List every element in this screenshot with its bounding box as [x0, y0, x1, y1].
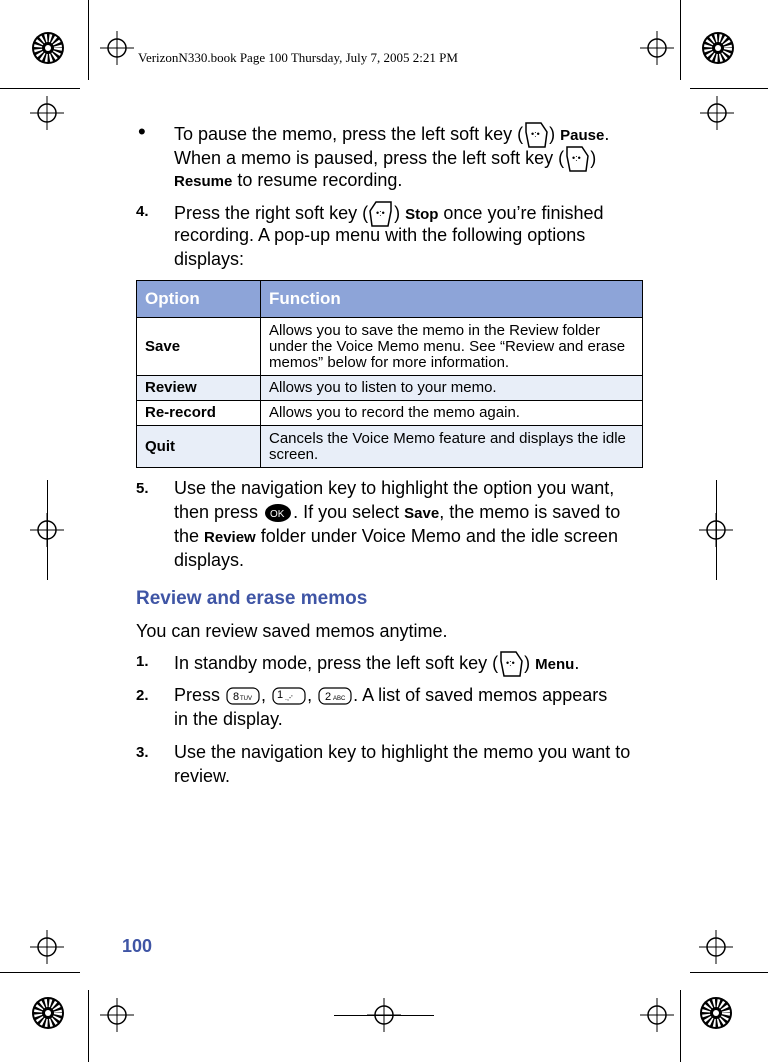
- ok-key-icon: [263, 502, 293, 524]
- function-cell: Allows you to save the memo in the Review folder under the Voice Memo menu. See “Review and erase memos” below for more information.: [261, 318, 643, 376]
- review-step3-line2: review.: [174, 766, 231, 786]
- function-cell: Allows you to listen to your memo.: [261, 376, 643, 401]
- svg-text:•:•: •:•: [572, 153, 581, 163]
- option-cell: Review: [137, 376, 261, 401]
- key-8-digit: 8: [233, 691, 240, 704]
- review-step2-line2: in the display.: [174, 709, 283, 729]
- bullet-pause-line3: Resume to resume recording.: [174, 170, 403, 190]
- option-cell: Quit: [137, 426, 261, 468]
- ok-key-label: OK: [270, 509, 285, 521]
- review-step2-line1: Press 8 TUV , 1 .,-' , 2 ABC . A list of saved memos appears: [174, 683, 607, 707]
- section-heading: Review and erase memos: [136, 588, 368, 609]
- function-cell: Cancels the Voice Memo feature and displays the idle screen.: [261, 426, 643, 468]
- step-number: 5.: [136, 480, 149, 497]
- left-soft-key-icon: [564, 144, 590, 174]
- option-cell: Save: [137, 318, 261, 376]
- key-2-letters: ABC: [333, 696, 346, 703]
- left-soft-key-icon: [498, 649, 524, 679]
- registration-mark-icon: [640, 31, 674, 65]
- bullet-pause-line2: When a memo is paused, press the left soft key ( •:• ): [174, 144, 596, 174]
- registration-mark-icon: [699, 930, 733, 964]
- option-cell: Re-record: [137, 401, 261, 426]
- bullet-pause-line1: To pause the memo, press the left soft key ( •:• ) Pause.: [174, 120, 609, 150]
- registration-mark-icon: [699, 513, 733, 547]
- table-header-row: [137, 281, 643, 318]
- registration-mark-icon: [367, 998, 401, 1032]
- review-step3-line1: Use the navigation key to highlight the memo you want to: [174, 742, 631, 762]
- key-2-digit: 2: [325, 691, 332, 704]
- step4-line2: recording. A pop-up menu with the following options: [174, 225, 586, 245]
- key-2-icon: [317, 685, 353, 707]
- key-8-letters: TUV: [240, 696, 253, 703]
- step-number: 2.: [136, 687, 149, 704]
- column-header-function: Function: [261, 281, 643, 318]
- bullet-marker: •: [138, 119, 146, 144]
- svg-text:•:•: •:•: [531, 129, 540, 139]
- options-table: [136, 280, 643, 468]
- key-1-icon: [271, 685, 307, 707]
- table-row: [137, 318, 643, 376]
- section-intro: You can review saved memos anytime.: [136, 621, 448, 641]
- step-number: 4.: [136, 203, 149, 220]
- step-number: 1.: [136, 653, 149, 670]
- page-number: 100: [122, 936, 153, 956]
- svg-text:•:•: •:•: [506, 658, 515, 668]
- color-target-icon: [698, 995, 734, 1031]
- registration-mark-icon: [100, 998, 134, 1032]
- registration-mark-icon: [100, 31, 134, 65]
- key-1-letters: .,-': [285, 695, 293, 703]
- key-1-digit: 1: [277, 689, 284, 702]
- step4-line1: Press the right soft key ( •:• ) Stop once you’re finished: [174, 199, 604, 229]
- table-row: [137, 376, 643, 401]
- color-target-icon: [700, 30, 736, 66]
- step5-line4: displays.: [174, 550, 245, 570]
- registration-mark-icon: [640, 998, 674, 1032]
- function-cell: Allows you to record the memo again.: [261, 401, 643, 426]
- column-header-option: Option: [137, 281, 261, 318]
- step4-line3: displays:: [174, 249, 245, 269]
- color-target-icon: [30, 995, 66, 1031]
- review-step1-line1: In standby mode, press the left soft key ( •:• ) Menu.: [174, 649, 579, 679]
- registration-mark-icon: [700, 96, 734, 130]
- step5-line3: the Review folder under Voice Memo and the idle screen: [174, 526, 618, 546]
- registration-mark-icon: [30, 513, 64, 547]
- color-target-icon: [30, 30, 66, 66]
- running-head: VerizonN330.book Page 100 Thursday, July 7, 2005 2:21 PM: [138, 50, 458, 65]
- key-8-icon: [225, 685, 261, 707]
- registration-mark-icon: [30, 96, 64, 130]
- table-row: [137, 401, 643, 426]
- step5-line2: then press OK . If you select Save, the memo is saved to: [174, 500, 620, 526]
- registration-mark-icon: [30, 930, 64, 964]
- step5-line1: Use the navigation key to highlight the option you want,: [174, 478, 615, 498]
- step-number: 3.: [136, 744, 149, 761]
- table-row: [137, 426, 643, 468]
- svg-text:•:•: •:•: [376, 208, 385, 218]
